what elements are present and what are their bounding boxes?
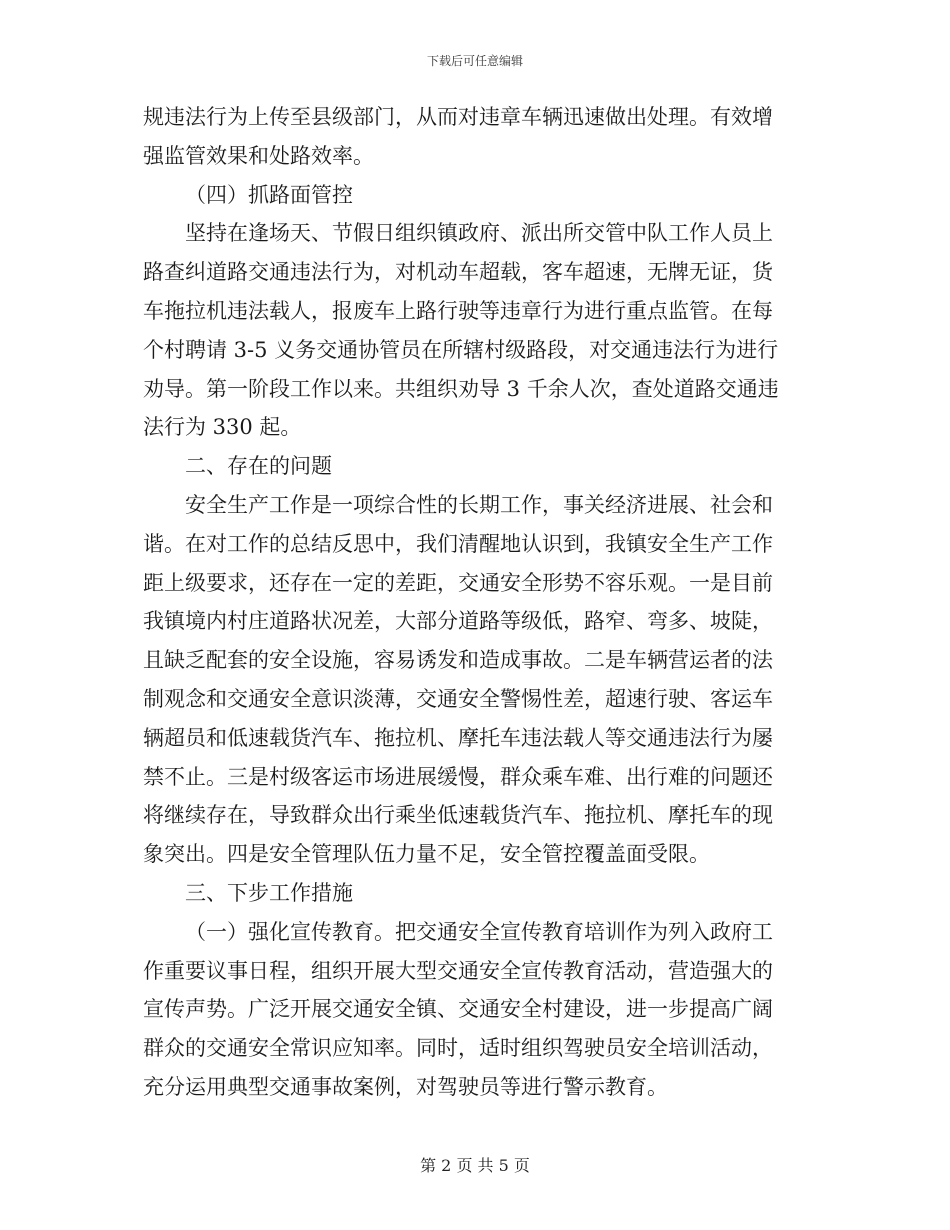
text-line: （一）强化宣传教育。把交通安全宣传教育培训作为列入政府工 [185, 919, 773, 944]
text-line: 强监管效果和处路效率。 [143, 143, 374, 168]
text-line: 劝导。第一阶段工作以来。共组织劝导 3 千余人次，查处道路交通违 [143, 376, 779, 401]
text-line: 个村聘请 3-5 义务交通协管员在所辖村级路段，对交通违法行为进行 [143, 337, 779, 362]
section-heading: 二、存在的问题 [185, 454, 332, 479]
text-line: 制观念和交通安全意识淡薄，交通安全警惕性差，超速行驶、客运车 [143, 686, 773, 711]
document-body [143, 98, 803, 1107]
text-line: 路查纠道路交通违法行为，对机动车超载，客车超速，无牌无证，货 [143, 260, 773, 285]
text-line: 车拖拉机违法载人，报废车上路行驶等违章行为进行重点监管。在每 [143, 298, 773, 323]
text-line: 我镇境内村庄道路状况差，大部分道路等级低，路窄、弯多、坡陡， [143, 609, 773, 634]
text-line: 辆超员和低速载货汽车、拖拉机、摩托车违法载人等交通违法行为屡 [143, 725, 773, 750]
section-heading: 三、下步工作措施 [185, 880, 353, 905]
page-header: 下载后可任意编辑 [426, 54, 523, 68]
text-line: 坚持在逢场天、节假日组织镇政府、派出所交管中队工作人员上 [185, 221, 773, 246]
text-line: 法行为 330 起。 [143, 415, 302, 440]
page-footer: 第 2 页 共 5 页 [420, 1156, 530, 1175]
text-line: 象突出。四是安全管理队伍力量不足，安全管控覆盖面受限。 [143, 842, 710, 867]
text-line: 规违法行为上传至县级部门，从而对违章车辆迅速做出处理。有效增 [143, 105, 773, 129]
text-line: 禁不止。三是村级客运市场进展缓慢，群众乘车难、出行难的问题还 [143, 764, 773, 789]
text-line: 谐。在对工作的总结反思中，我们清醒地认识到，我镇安全生产工作 [143, 531, 773, 556]
text-line: 群众的交通安全常识应知率。同时，适时组织驾驶员安全培训活动， [143, 1036, 773, 1061]
text-line: 距上级要求，还存在一定的差距，交通安全形势不容乐观。一是目前 [143, 570, 773, 595]
section-heading: （四）抓路面管控 [185, 182, 353, 207]
text-line: 安全生产工作是一项综合性的长期工作，事关经济进展、社会和 [185, 492, 773, 517]
text-line: 作重要议事日程，组织开展大型交通安全宣传教育活动，营造强大的 [143, 958, 773, 983]
text-line: 且缺乏配套的安全设施，容易诱发和造成事故。二是车辆营运者的法 [143, 648, 773, 673]
text-line: 宣传声势。广泛开展交通安全镇、交通安全村建设，进一步提高广阔 [143, 997, 773, 1022]
text-line: 充分运用典型交通事故案例，对驾驶员等进行警示教育。 [143, 1074, 668, 1099]
text-line: 将继续存在，导致群众出行乘坐低速载货汽车、拖拉机、摩托车的现 [143, 803, 773, 828]
